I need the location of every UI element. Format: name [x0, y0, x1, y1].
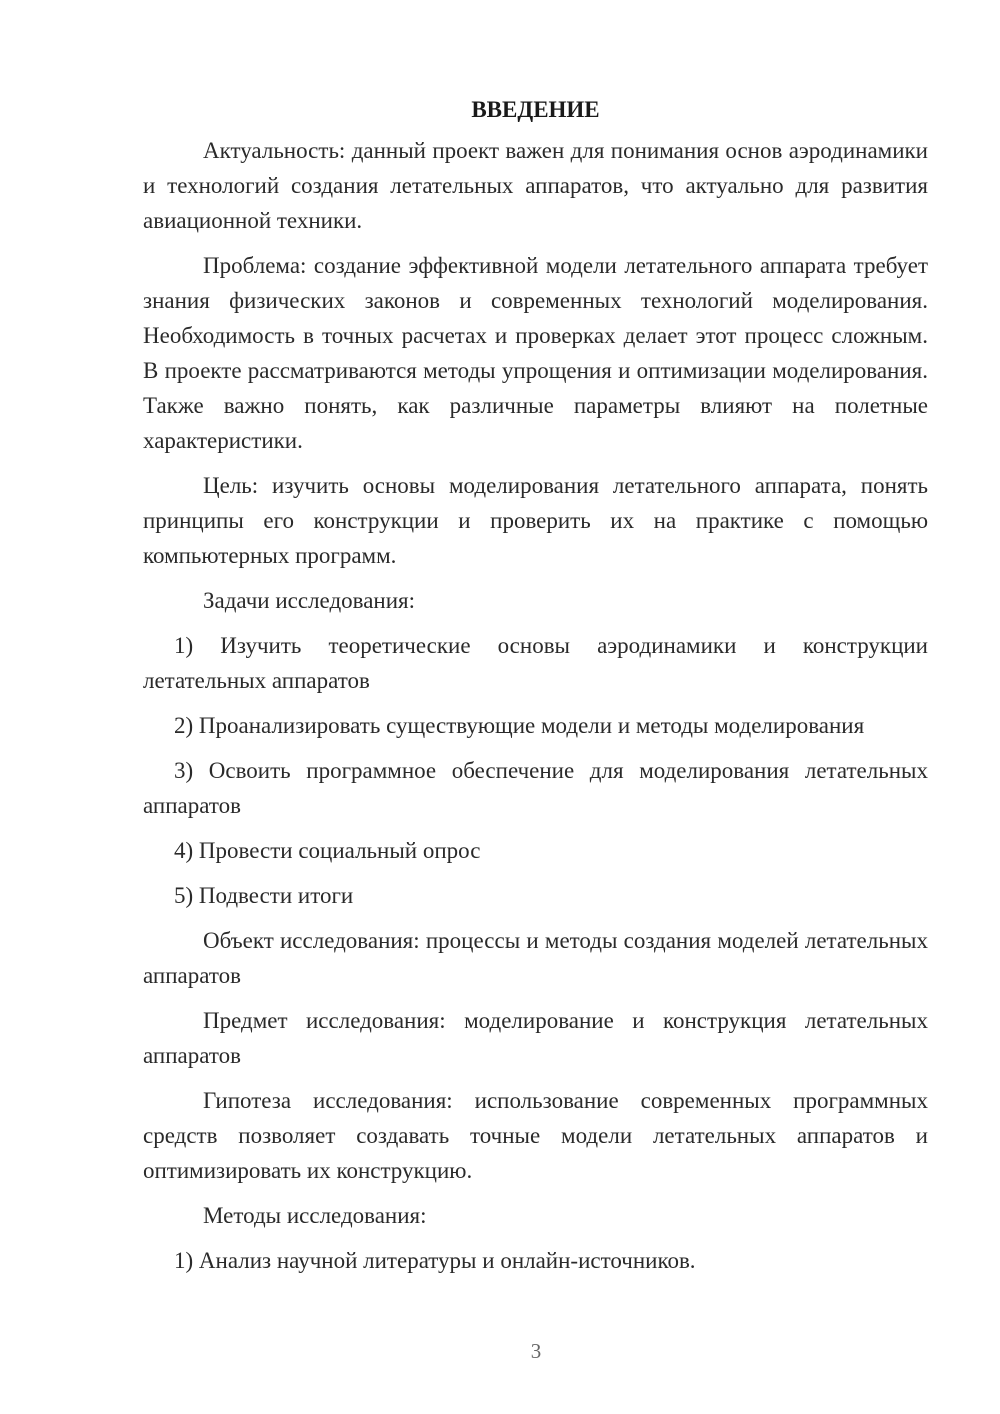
tasks-heading: Задачи исследования:	[203, 588, 416, 613]
relevance-paragraph: Актуальность: данный проект важен для понимания основ аэродинамики и технологий создания летательных аппаратов, что актуально для развития авиационной техники.	[143, 138, 928, 233]
hypothesis-paragraph: Гипотеза исследования: использование современных программных средств позволяет создавать точные модели летательных аппаратов и оптимизировать их конструкцию.	[143, 1088, 928, 1183]
problem-paragraph: Проблема: создание эффективной модели летательного аппарата требует знания физических законов и современных технологий моделирования. Необходимость в точных расчетах и проверках делает этот процесс сложным. В проекте рассматриваются методы упрощения и оптимизации моделирования. Также важно понять, как различные параметры влияют на полетные характеристики.	[143, 253, 928, 453]
goal-paragraph: Цель: изучить основы моделирования летательного аппарата, понять принципы его конструкции и проверить их на практике с помощью компьютерных программ.	[143, 473, 928, 568]
page-content	[143, 92, 928, 1288]
task-item: 2) Проанализировать существующие модели и методы моделирования	[174, 713, 865, 738]
object-paragraph: Объект исследования: процессы и методы создания моделей летательных аппаратов	[143, 928, 928, 988]
task-item: 1) Изучить теоретические основы аэродинамики и конструкции летательных аппаратов	[143, 633, 928, 693]
methods-heading: Методы исследования:	[203, 1203, 427, 1228]
page-number: 3	[530, 1339, 542, 1363]
task-item: 5) Подвести итоги	[174, 883, 354, 908]
section-title: ВВЕДЕНИЕ	[471, 97, 600, 122]
subject-paragraph: Предмет исследования: моделирование и конструкция летательных аппаратов	[143, 1008, 928, 1068]
task-item: 3) Освоить программное обеспечение для моделирования летательных аппаратов	[143, 758, 928, 818]
task-item: 4) Провести социальный опрос	[174, 838, 481, 863]
method-item: 1) Анализ научной литературы и онлайн-источников.	[174, 1248, 696, 1273]
